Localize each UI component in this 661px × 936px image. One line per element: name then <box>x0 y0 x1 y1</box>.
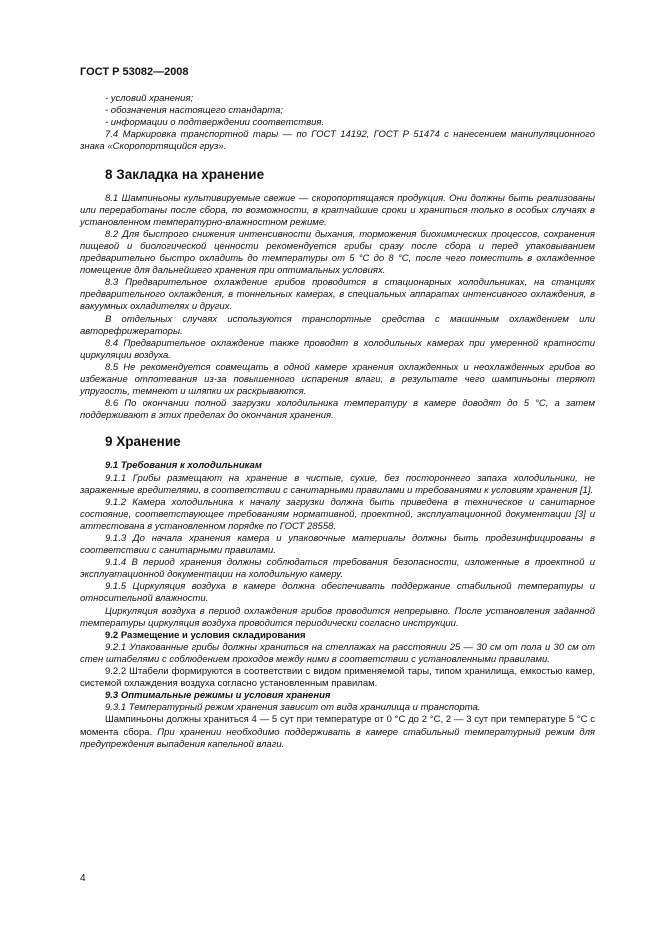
paragraph-8-2: 8.2 Для быстрого снижения интенсивности дыхания, торможения биохимических процессов, сохранения пищевой и биологической ценности рекомендуется грибы сразу после сбора и перед упаковыванием предварительно быстро охладить до температуры от 5 °С до 8 °С, после чего поместить в охлажденное помещение для дальнейшего хранения при оптимальных условиях. <box>80 228 595 277</box>
paragraph-7-4: 7.4 Маркировка транспортной тары — по ГОСТ 14192, ГОСТ Р 51474 с нанесением манипуляционного знака «Скоропортящийся груз». <box>80 129 595 153</box>
paragraph-9-3-1b-italic: При хранении необходимо поддерживать в камере стабильный температурный режим для предупреждения выпадения капельной влаги. <box>80 726 595 750</box>
paragraph-9-3-1b-plain: Шампиньоны должны храниться 4 — 5 сут при температуре от 0 °С до 2 °С, 2 — 3 сут при температуре 5 °С с момента сбора. <box>80 714 595 738</box>
document-header: ГОСТ Р 53082—2008 <box>80 66 189 78</box>
paragraph-9-2-2: 9.2.2 Штабели формируются в соответствии с видом применяемой тары, типом хранилища, емкостью камер, системой охлаждения воздуха согласно установленным правилам. <box>80 666 595 690</box>
list-item: - условий хранения; <box>105 93 194 104</box>
section-9-title: 9 Хранение <box>105 434 181 450</box>
section-8-title: 8 Закладка на хранение <box>105 167 265 183</box>
paragraph-8-1: 8.1 Шампиньоны культивируемые свежие — скоропортящаяся продукция. Они должны быть реализованы или переработаны после сбора, по возможности, в кратчайшие сроки и храниться только в особых случаях в установленном температурно-влажностном режиме. <box>80 192 595 228</box>
subsection-9-3-title: 9.3 Оптимальные режимы и условия хранения <box>105 690 331 702</box>
paragraph-9-3-1b <box>80 714 595 750</box>
paragraph-9-1-5b: Циркуляция воздуха в период охлаждения грибов проводится непрерывно. После установления заданной температуры циркуляция воздуха проводится периодически согласно инструкции. <box>80 605 595 629</box>
paragraph-8-3b: В отдельных случаях используются транспортные средства с машинным охлаждением или авторефрижераторы. <box>80 313 595 337</box>
paragraph-9-1-5: 9.1.5 Циркуляция воздуха в камере должна обеспечивать поддержание стабильной температуры и относительной влажности. <box>80 581 595 605</box>
list-item: - обозначения настоящего стандарта; <box>105 105 284 117</box>
paragraph-9-2-1: 9.2.1 Упакованные грибы должны храниться на стеллажах на расстоянии 25 — 30 см от пола и 30 см от стен штабелями с соблюдением проходов между ними в соответствии с установленными правилами. <box>80 641 595 665</box>
paragraph-9-1-3: 9.1.3 До начала хранения камера и упаковочные материалы должны быть продезинфицированы в соответствии с санитарными правилами. <box>80 533 595 557</box>
page-number: 4 <box>80 873 86 884</box>
paragraph-8-5: 8.5 Не рекомендуется совмещать в одной камере хранения охлажденных и неохлажденных грибов во избежание отпотевания из-за повышенного испарения влаги, в результате чего шампиньоны теряют упругость, темнеют и шляпки их раскрываются. <box>80 361 595 398</box>
paragraph-9-1-1: 9.1.1 Грибы размещают на хранение в чистые, сухие, без постороннего запаха холодильники, не зараженные вредителями, в соответствии с санитарными правилами и требованиями к условиям хранения [1]. <box>80 472 595 496</box>
paragraph-9-3-1: 9.3.1 Температурный режим хранения зависит от вида хранилища и транспорта. <box>105 702 481 714</box>
paragraph-8-6: 8.6 По окончании полной загрузки холодильника температуру в камере доводят до 5 °С, а затем поддерживают в этих пределах до окончания хранения. <box>80 398 595 422</box>
paragraph-9-1-4: 9.1.4 В период хранения должны соблюдаться требования безопасности, изложенные в проектной и эксплуатационной документации на холодильную камеру. <box>80 557 595 581</box>
list-item: - информации о подтверждении соответствия. <box>105 117 325 129</box>
document-body <box>80 93 595 751</box>
paragraph-8-4: 8.4 Предварительное охлаждение также проводят в холодильных камерах при умеренной кратности циркуляции воздуха. <box>80 337 595 361</box>
subsection-9-1-title: 9.1 Требования к холодильникам <box>105 460 262 472</box>
subsection-9-2-title: 9.2 Размещение и условия складирования <box>105 629 306 641</box>
paragraph-8-3: 8.3 Предварительное охлаждение грибов проводится в стационарных холодильниках, на станциях предварительного охлаждения, в тоннельных камерах, в специальных аппаратах интенсивного охлаждения, в вакуумных охладителях и других. <box>80 277 595 313</box>
paragraph-9-1-2: 9.1.2 Камера холодильника к началу загрузки должна быть приведена в техническое и санитарное состояние, соответствующее требованиям нормативной, проектной, эксплуатационной документации [3] и аттестована в установленном порядке по ГОСТ 28558. <box>80 496 595 532</box>
